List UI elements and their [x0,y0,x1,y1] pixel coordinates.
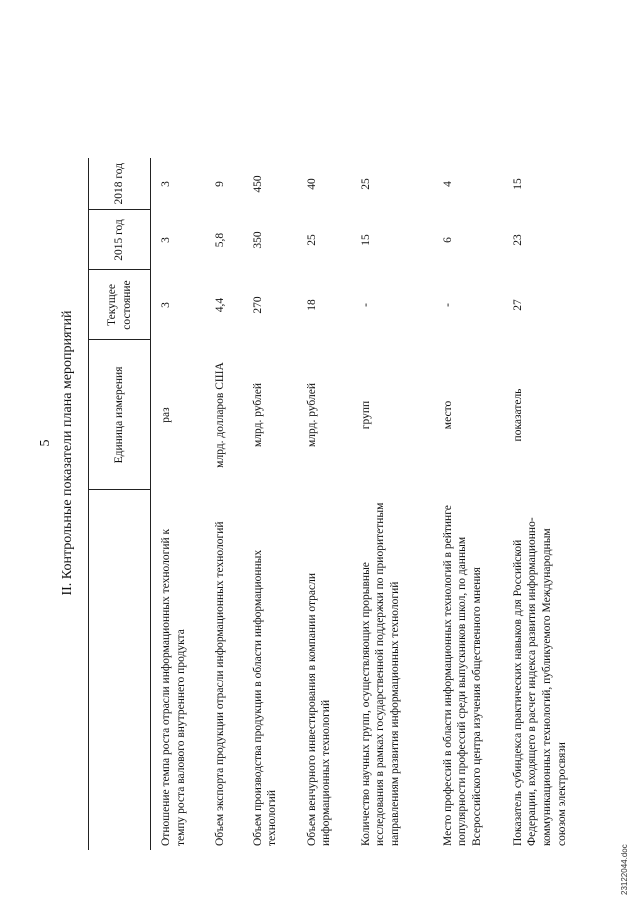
indicator-unit: млрд. рублей [305,383,318,447]
value-2018: 3 [160,181,172,187]
indicators-table [88,158,589,850]
table-row [151,158,205,850]
value-2015: 15 [359,234,372,246]
value-2018: 15 [511,178,524,190]
value-current: - [441,303,454,307]
indicator-name: Место профессий в области информационных технологий в рейтинге популярности профессий среди выпускников школ, по данным Всероссийского центра изучения общественного мнения [441,505,484,846]
indicator-unit: место [441,400,454,430]
value-2018: 4 [441,181,454,187]
indicator-unit: групп [359,400,372,430]
value-2018: 40 [305,178,318,190]
value-2015: 23 [511,234,524,246]
indicator-name: Отношение темпа роста отрасли информационных технологий к темпу роста валового внутреннего продукта [160,528,187,846]
value-current: 27 [511,299,524,311]
header-year-2018: 2018 год [89,158,151,210]
value-current: 270 [251,296,264,314]
indicator-name: Показатель субиндекса практических навыков для Российской Федерации, входящего в расчет индекса развития информационно-коммуникационных технологий, публикуемого Международным союзом электросвязи [511,517,569,846]
indicator-name: Объем венчурного инвестирования в компании отрасли информационных технологий [305,573,333,846]
page-number: 5 [38,439,53,447]
header-indicator [89,490,151,850]
value-2015: 25 [305,234,318,246]
header-current-state: Текущее состояние [89,270,151,340]
indicator-name: Количество научных групп, осуществляющих прорывные исследования в рамках государственной поддержки по приоритетным направлениям развития информационных технологий [359,502,402,846]
table-header-row [89,158,151,850]
header-year-2015: 2015 год [89,210,151,270]
indicator-unit: млрд. рублей [251,383,264,447]
table-row [433,158,503,850]
footer-filename: 23122044.doc [620,844,629,895]
table-row [351,158,433,850]
value-2018: 25 [359,178,372,190]
value-2015: 3 [160,237,172,243]
table-row [297,158,351,850]
indicator-unit: млрд. долларов США [213,362,226,468]
value-2018: 450 [251,175,264,193]
value-2018: 9 [213,181,226,187]
value-2015: 350 [251,231,264,249]
value-current: 4,4 [213,297,226,313]
indicator-unit: показатель [511,388,524,442]
value-current: 3 [160,302,172,308]
value-2015: 6 [441,237,454,243]
value-2015: 5,8 [213,232,226,248]
value-current: 18 [305,299,318,311]
table-row [205,158,243,850]
table-row [243,158,297,850]
indicator-name: Объем производства продукции в области информационных технологий [251,549,279,846]
indicator-unit: раз [160,407,172,423]
header-unit: Единица измерения [89,340,151,490]
value-current: - [359,303,372,307]
section-title: II. Контрольные показатели плана мероприятий [60,310,75,596]
indicator-name: Объем экспорта продукции отрасли информационных технологий [213,521,226,846]
table-row [503,158,589,850]
